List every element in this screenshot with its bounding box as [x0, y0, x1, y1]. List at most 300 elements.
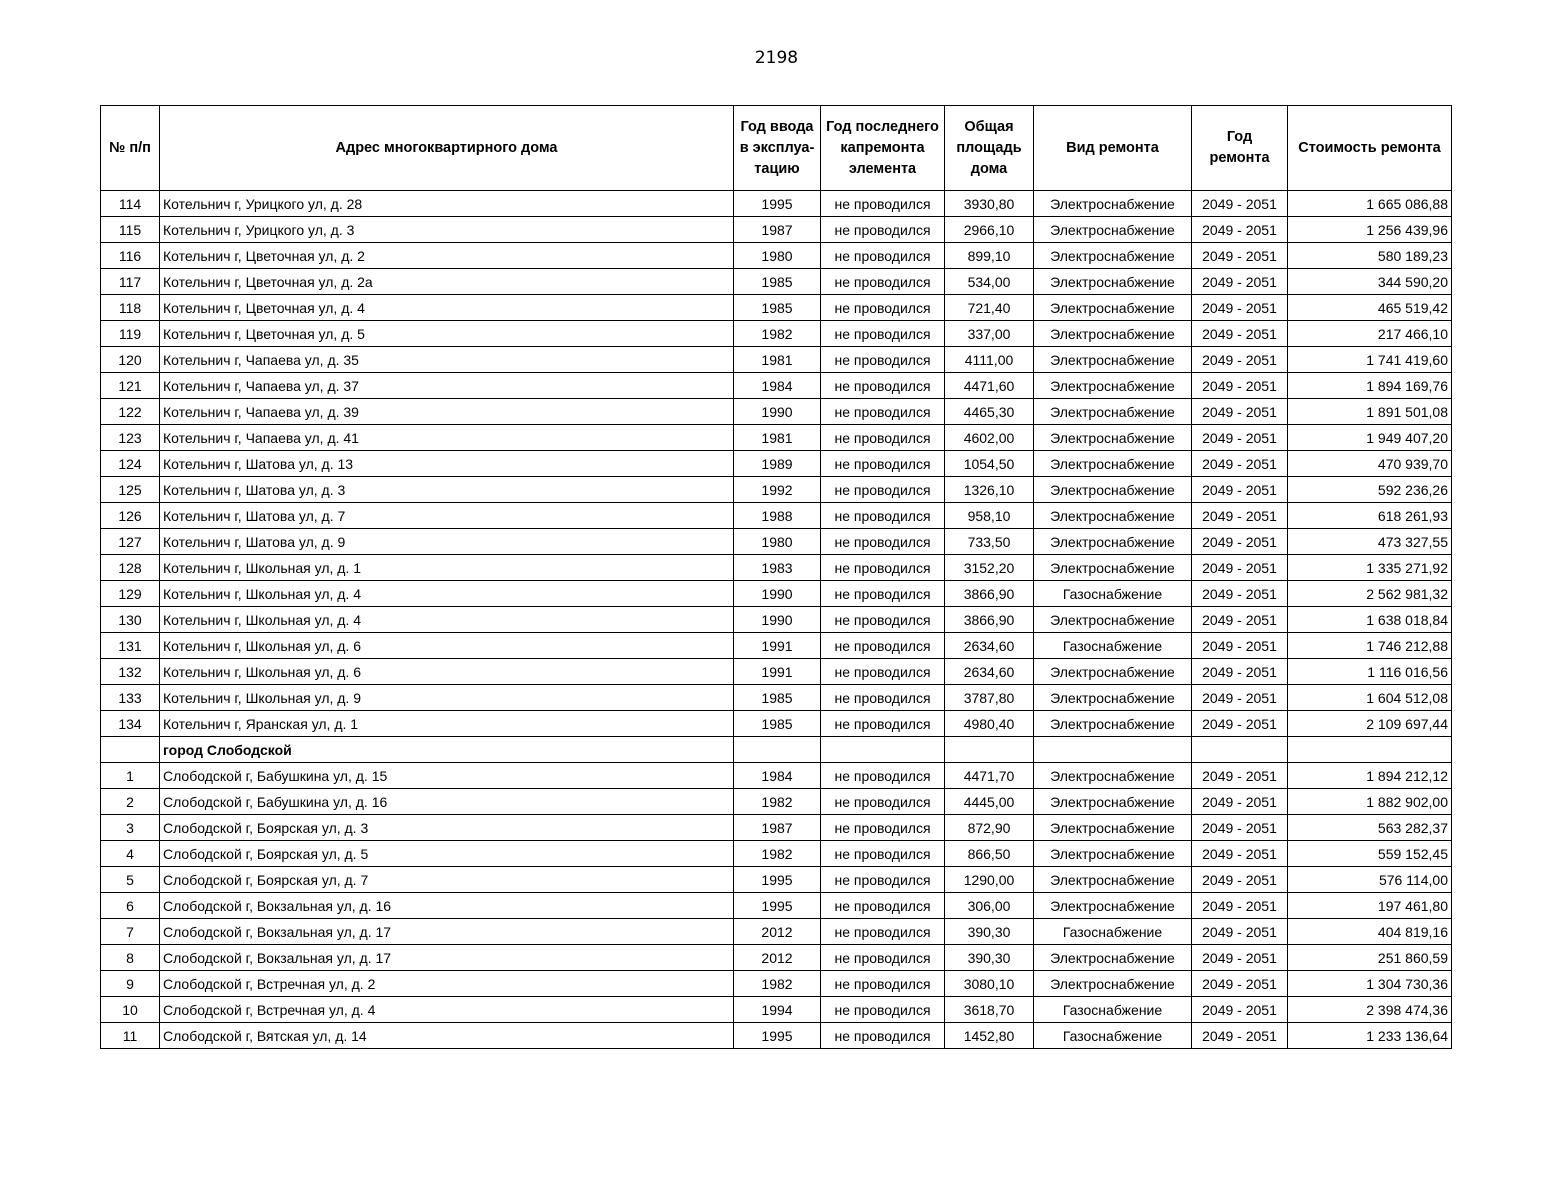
row-year-built: 1981: [734, 347, 821, 373]
row-year-built: 1982: [734, 789, 821, 815]
row-area: 3866,90: [945, 607, 1034, 633]
row-cost: 1 665 086,88: [1288, 191, 1452, 217]
table-row: [101, 607, 1452, 633]
row-year-built: 1995: [734, 1023, 821, 1049]
row-area: 721,40: [945, 295, 1034, 321]
row-last-repair: не проводился: [821, 581, 945, 607]
row-repair-type: Газоснабжение: [1034, 581, 1192, 607]
table-row: [101, 893, 1452, 919]
row-address: Котельнич г, Школьная ул, д. 6: [160, 633, 734, 659]
row-repair-years: 2049 - 2051: [1192, 321, 1288, 347]
row-repair-type: Электроснабжение: [1034, 607, 1192, 633]
row-last-repair: не проводился: [821, 919, 945, 945]
row-cost: 563 282,37: [1288, 815, 1452, 841]
row-repair-years: 2049 - 2051: [1192, 711, 1288, 737]
row-year-built: 1982: [734, 841, 821, 867]
row-cost: 1 638 018,84: [1288, 607, 1452, 633]
row-last-repair: не проводился: [821, 607, 945, 633]
table-header-row: [101, 106, 1452, 191]
row-cost: 1 233 136,64: [1288, 1023, 1452, 1049]
row-area: 1054,50: [945, 451, 1034, 477]
row-last-repair: не проводился: [821, 217, 945, 243]
table-row: [101, 295, 1452, 321]
row-area: 1452,80: [945, 1023, 1034, 1049]
row-number: 116: [101, 243, 160, 269]
row-address: Котельнич г, Цветочная ул, д. 2а: [160, 269, 734, 295]
table-row: [101, 919, 1452, 945]
row-number: 118: [101, 295, 160, 321]
row-year-built: 1980: [734, 529, 821, 555]
row-number: 120: [101, 347, 160, 373]
empty-cell: [1192, 737, 1288, 763]
row-year-built: 1991: [734, 659, 821, 685]
row-repair-type: Электроснабжение: [1034, 945, 1192, 971]
row-number: 124: [101, 451, 160, 477]
row-area: 390,30: [945, 919, 1034, 945]
row-number: 133: [101, 685, 160, 711]
row-last-repair: не проводился: [821, 555, 945, 581]
row-year-built: 1984: [734, 763, 821, 789]
row-area: 390,30: [945, 945, 1034, 971]
empty-cell: [1288, 737, 1452, 763]
row-cost: 217 466,10: [1288, 321, 1452, 347]
table-row: [101, 633, 1452, 659]
row-repair-years: 2049 - 2051: [1192, 685, 1288, 711]
row-repair-years: 2049 - 2051: [1192, 347, 1288, 373]
row-repair-years: 2049 - 2051: [1192, 841, 1288, 867]
row-cost: 197 461,80: [1288, 893, 1452, 919]
row-year-built: 1983: [734, 555, 821, 581]
row-cost: 2 109 697,44: [1288, 711, 1452, 737]
empty-cell: [821, 737, 945, 763]
row-area: 3787,80: [945, 685, 1034, 711]
row-last-repair: не проводился: [821, 997, 945, 1023]
row-repair-type: Газоснабжение: [1034, 1023, 1192, 1049]
table-row: [101, 555, 1452, 581]
row-year-built: 1987: [734, 217, 821, 243]
row-cost: 470 939,70: [1288, 451, 1452, 477]
table-row: [101, 243, 1452, 269]
row-repair-type: Газоснабжение: [1034, 633, 1192, 659]
row-number: 8: [101, 945, 160, 971]
row-area: 2966,10: [945, 217, 1034, 243]
row-number: 130: [101, 607, 160, 633]
row-address: Котельнич г, Чапаева ул, д. 41: [160, 425, 734, 451]
row-number: 7: [101, 919, 160, 945]
row-repair-type: Электроснабжение: [1034, 867, 1192, 893]
table-row: [101, 711, 1452, 737]
row-year-built: 1984: [734, 373, 821, 399]
table-row: [101, 269, 1452, 295]
row-last-repair: не проводился: [821, 399, 945, 425]
row-repair-type: Электроснабжение: [1034, 373, 1192, 399]
empty-cell: [945, 737, 1034, 763]
row-area: 866,50: [945, 841, 1034, 867]
row-repair-type: Электроснабжение: [1034, 659, 1192, 685]
row-repair-years: 2049 - 2051: [1192, 815, 1288, 841]
empty-cell: [734, 737, 821, 763]
row-cost: 2 562 981,32: [1288, 581, 1452, 607]
table-row: [101, 841, 1452, 867]
row-cost: 473 327,55: [1288, 529, 1452, 555]
row-area: 1326,10: [945, 477, 1034, 503]
row-address: Котельнич г, Цветочная ул, д. 5: [160, 321, 734, 347]
row-year-built: 1990: [734, 607, 821, 633]
row-cost: 2 398 474,36: [1288, 997, 1452, 1023]
table-row: [101, 347, 1452, 373]
row-repair-type: Электроснабжение: [1034, 841, 1192, 867]
row-last-repair: не проводился: [821, 685, 945, 711]
row-repair-years: 2049 - 2051: [1192, 789, 1288, 815]
row-number: 121: [101, 373, 160, 399]
section-row: [101, 737, 1452, 763]
row-address: Котельнич г, Яранская ул, д. 1: [160, 711, 734, 737]
row-last-repair: не проводился: [821, 867, 945, 893]
repair-register-table: [100, 105, 1452, 1049]
row-cost: 1 746 212,88: [1288, 633, 1452, 659]
row-year-built: 1987: [734, 815, 821, 841]
table-row: [101, 451, 1452, 477]
row-area: 337,00: [945, 321, 1034, 347]
row-last-repair: не проводился: [821, 945, 945, 971]
row-year-built: 1991: [734, 633, 821, 659]
row-cost: 1 891 501,08: [1288, 399, 1452, 425]
row-repair-type: Электроснабжение: [1034, 763, 1192, 789]
row-number: 129: [101, 581, 160, 607]
table-row: [101, 685, 1452, 711]
row-repair-type: Электроснабжение: [1034, 503, 1192, 529]
table-row: [101, 399, 1452, 425]
empty-cell: [101, 737, 160, 763]
row-repair-years: 2049 - 2051: [1192, 867, 1288, 893]
row-repair-years: 2049 - 2051: [1192, 269, 1288, 295]
row-area: 306,00: [945, 893, 1034, 919]
row-address: Слободской г, Бабушкина ул, д. 16: [160, 789, 734, 815]
row-area: 899,10: [945, 243, 1034, 269]
row-repair-years: 2049 - 2051: [1192, 217, 1288, 243]
table-row: [101, 217, 1452, 243]
header-repair-type: Вид ремонта: [1034, 106, 1192, 191]
page-number: 2198: [754, 48, 799, 68]
row-repair-years: 2049 - 2051: [1192, 893, 1288, 919]
row-area: 4471,60: [945, 373, 1034, 399]
row-number: 4: [101, 841, 160, 867]
row-address: Котельнич г, Школьная ул, д. 4: [160, 581, 734, 607]
row-repair-type: Электроснабжение: [1034, 243, 1192, 269]
row-cost: 344 590,20: [1288, 269, 1452, 295]
row-repair-years: 2049 - 2051: [1192, 763, 1288, 789]
table-row: [101, 425, 1452, 451]
row-address: Слободской г, Вокзальная ул, д. 17: [160, 919, 734, 945]
row-number: 9: [101, 971, 160, 997]
row-year-built: 1985: [734, 711, 821, 737]
row-address: Слободской г, Встречная ул, д. 2: [160, 971, 734, 997]
header-number: № п/п: [101, 106, 160, 191]
row-cost: 251 860,59: [1288, 945, 1452, 971]
row-address: Котельнич г, Урицкого ул, д. 3: [160, 217, 734, 243]
row-repair-years: 2049 - 2051: [1192, 529, 1288, 555]
row-address: Слободской г, Вятская ул, д. 14: [160, 1023, 734, 1049]
table-row: [101, 581, 1452, 607]
row-area: 958,10: [945, 503, 1034, 529]
table-row: [101, 191, 1452, 217]
row-repair-type: Электроснабжение: [1034, 893, 1192, 919]
row-last-repair: не проводился: [821, 451, 945, 477]
row-last-repair: не проводился: [821, 321, 945, 347]
row-year-built: 1980: [734, 243, 821, 269]
row-cost: 1 604 512,08: [1288, 685, 1452, 711]
header-area: Общая площадь дома: [945, 106, 1034, 191]
row-repair-years: 2049 - 2051: [1192, 399, 1288, 425]
row-year-built: 1994: [734, 997, 821, 1023]
row-address: Котельнич г, Школьная ул, д. 1: [160, 555, 734, 581]
table-row: [101, 529, 1452, 555]
row-last-repair: не проводился: [821, 295, 945, 321]
row-year-built: 2012: [734, 919, 821, 945]
row-cost: 1 894 169,76: [1288, 373, 1452, 399]
row-area: 4471,70: [945, 763, 1034, 789]
row-address: Котельнич г, Шатова ул, д. 7: [160, 503, 734, 529]
row-repair-type: Электроснабжение: [1034, 477, 1192, 503]
row-cost: 1 116 016,56: [1288, 659, 1452, 685]
row-year-built: 1990: [734, 581, 821, 607]
row-area: 534,00: [945, 269, 1034, 295]
row-area: 3930,80: [945, 191, 1034, 217]
row-repair-years: 2049 - 2051: [1192, 1023, 1288, 1049]
section-title: город Слободской: [160, 737, 734, 763]
row-repair-type: Газоснабжение: [1034, 919, 1192, 945]
row-year-built: 1981: [734, 425, 821, 451]
header-last-repair: Год последнего капремонта элемента: [821, 106, 945, 191]
row-repair-type: Электроснабжение: [1034, 685, 1192, 711]
row-repair-years: 2049 - 2051: [1192, 373, 1288, 399]
row-address: Слободской г, Встречная ул, д. 4: [160, 997, 734, 1023]
row-repair-years: 2049 - 2051: [1192, 503, 1288, 529]
row-address: Котельнич г, Шатова ул, д. 13: [160, 451, 734, 477]
row-area: 3080,10: [945, 971, 1034, 997]
row-cost: 1 894 212,12: [1288, 763, 1452, 789]
row-area: 4445,00: [945, 789, 1034, 815]
row-address: Слободской г, Вокзальная ул, д. 16: [160, 893, 734, 919]
row-repair-years: 2049 - 2051: [1192, 451, 1288, 477]
row-number: 127: [101, 529, 160, 555]
row-area: 733,50: [945, 529, 1034, 555]
row-last-repair: не проводился: [821, 711, 945, 737]
row-repair-type: Электроснабжение: [1034, 191, 1192, 217]
row-year-built: 1995: [734, 893, 821, 919]
row-repair-type: Электроснабжение: [1034, 269, 1192, 295]
row-address: Слободской г, Боярская ул, д. 7: [160, 867, 734, 893]
header-address: Адрес многоквартирного дома: [160, 106, 734, 191]
row-address: Котельнич г, Шатова ул, д. 9: [160, 529, 734, 555]
row-repair-type: Электроснабжение: [1034, 711, 1192, 737]
row-number: 115: [101, 217, 160, 243]
header-year-built: Год ввода в эксплуа-тацию: [734, 106, 821, 191]
row-address: Котельнич г, Цветочная ул, д. 2: [160, 243, 734, 269]
row-cost: 1 335 271,92: [1288, 555, 1452, 581]
row-last-repair: не проводился: [821, 815, 945, 841]
table-row: [101, 321, 1452, 347]
row-year-built: 1995: [734, 191, 821, 217]
row-cost: 1 882 902,00: [1288, 789, 1452, 815]
row-last-repair: не проводился: [821, 659, 945, 685]
table-row: [101, 763, 1452, 789]
row-year-built: 1982: [734, 971, 821, 997]
row-number: 5: [101, 867, 160, 893]
row-number: 122: [101, 399, 160, 425]
row-repair-type: Электроснабжение: [1034, 399, 1192, 425]
row-year-built: 1990: [734, 399, 821, 425]
row-address: Котельнич г, Чапаева ул, д. 35: [160, 347, 734, 373]
row-repair-type: Электроснабжение: [1034, 555, 1192, 581]
row-repair-type: Электроснабжение: [1034, 789, 1192, 815]
row-repair-type: Электроснабжение: [1034, 815, 1192, 841]
table-row: [101, 971, 1452, 997]
row-number: 6: [101, 893, 160, 919]
row-year-built: 1985: [734, 685, 821, 711]
row-last-repair: не проводился: [821, 191, 945, 217]
table-row: [101, 789, 1452, 815]
row-repair-years: 2049 - 2051: [1192, 945, 1288, 971]
row-address: Слободской г, Боярская ул, д. 5: [160, 841, 734, 867]
table-body: [101, 191, 1452, 1049]
row-cost: 580 189,23: [1288, 243, 1452, 269]
table-row: [101, 945, 1452, 971]
row-last-repair: не проводился: [821, 763, 945, 789]
row-address: Слободской г, Боярская ул, д. 3: [160, 815, 734, 841]
row-number: 114: [101, 191, 160, 217]
row-repair-years: 2049 - 2051: [1192, 659, 1288, 685]
table-row: [101, 867, 1452, 893]
row-area: 3618,70: [945, 997, 1034, 1023]
row-cost: 1 949 407,20: [1288, 425, 1452, 451]
row-area: 3866,90: [945, 581, 1034, 607]
row-cost: 1 304 730,36: [1288, 971, 1452, 997]
row-address: Котельнич г, Чапаева ул, д. 39: [160, 399, 734, 425]
row-area: 3152,20: [945, 555, 1034, 581]
row-repair-years: 2049 - 2051: [1192, 191, 1288, 217]
row-number: 11: [101, 1023, 160, 1049]
row-repair-years: 2049 - 2051: [1192, 555, 1288, 581]
row-year-built: 1995: [734, 867, 821, 893]
row-number: 134: [101, 711, 160, 737]
row-address: Котельнич г, Школьная ул, д. 9: [160, 685, 734, 711]
row-area: 4980,40: [945, 711, 1034, 737]
row-address: Котельнич г, Школьная ул, д. 4: [160, 607, 734, 633]
row-year-built: 1985: [734, 295, 821, 321]
row-repair-years: 2049 - 2051: [1192, 425, 1288, 451]
row-last-repair: не проводился: [821, 425, 945, 451]
row-number: 3: [101, 815, 160, 841]
row-cost: 618 261,93: [1288, 503, 1452, 529]
row-cost: 404 819,16: [1288, 919, 1452, 945]
row-last-repair: не проводился: [821, 373, 945, 399]
row-area: 4111,00: [945, 347, 1034, 373]
row-number: 1: [101, 763, 160, 789]
row-year-built: 1982: [734, 321, 821, 347]
row-last-repair: не проводился: [821, 503, 945, 529]
row-cost: 1 741 419,60: [1288, 347, 1452, 373]
row-repair-years: 2049 - 2051: [1192, 477, 1288, 503]
row-last-repair: не проводился: [821, 841, 945, 867]
row-repair-years: 2049 - 2051: [1192, 997, 1288, 1023]
row-cost: 1 256 439,96: [1288, 217, 1452, 243]
row-address: Слободской г, Бабушкина ул, д. 15: [160, 763, 734, 789]
row-repair-years: 2049 - 2051: [1192, 581, 1288, 607]
row-last-repair: не проводился: [821, 269, 945, 295]
row-repair-years: 2049 - 2051: [1192, 607, 1288, 633]
row-repair-type: Электроснабжение: [1034, 321, 1192, 347]
empty-cell: [1034, 737, 1192, 763]
row-repair-years: 2049 - 2051: [1192, 919, 1288, 945]
row-last-repair: не проводился: [821, 971, 945, 997]
row-repair-years: 2049 - 2051: [1192, 633, 1288, 659]
row-last-repair: не проводился: [821, 789, 945, 815]
row-area: 2634,60: [945, 633, 1034, 659]
row-year-built: 1992: [734, 477, 821, 503]
row-number: 131: [101, 633, 160, 659]
row-repair-type: Газоснабжение: [1034, 997, 1192, 1023]
row-address: Котельнич г, Цветочная ул, д. 4: [160, 295, 734, 321]
row-area: 1290,00: [945, 867, 1034, 893]
row-year-built: 1988: [734, 503, 821, 529]
header-repair-years: Год ремонта: [1192, 106, 1288, 191]
row-repair-type: Электроснабжение: [1034, 451, 1192, 477]
row-last-repair: не проводился: [821, 529, 945, 555]
row-number: 125: [101, 477, 160, 503]
row-cost: 559 152,45: [1288, 841, 1452, 867]
row-last-repair: не проводился: [821, 243, 945, 269]
row-repair-type: Электроснабжение: [1034, 971, 1192, 997]
row-area: 872,90: [945, 815, 1034, 841]
row-repair-years: 2049 - 2051: [1192, 295, 1288, 321]
row-cost: 465 519,42: [1288, 295, 1452, 321]
row-last-repair: не проводился: [821, 347, 945, 373]
table-row: [101, 373, 1452, 399]
row-number: 128: [101, 555, 160, 581]
row-year-built: 1985: [734, 269, 821, 295]
table-row: [101, 1023, 1452, 1049]
table-row: [101, 659, 1452, 685]
row-number: 2: [101, 789, 160, 815]
row-number: 132: [101, 659, 160, 685]
table-row: [101, 815, 1452, 841]
row-repair-type: Электроснабжение: [1034, 529, 1192, 555]
row-last-repair: не проводился: [821, 477, 945, 503]
row-last-repair: не проводился: [821, 633, 945, 659]
row-area: 4602,00: [945, 425, 1034, 451]
row-repair-years: 2049 - 2051: [1192, 243, 1288, 269]
row-number: 117: [101, 269, 160, 295]
row-year-built: 1989: [734, 451, 821, 477]
row-cost: 592 236,26: [1288, 477, 1452, 503]
row-repair-type: Электроснабжение: [1034, 347, 1192, 373]
row-address: Котельнич г, Урицкого ул, д. 28: [160, 191, 734, 217]
row-last-repair: не проводился: [821, 1023, 945, 1049]
row-area: 2634,60: [945, 659, 1034, 685]
table-row: [101, 503, 1452, 529]
table-row: [101, 477, 1452, 503]
row-address: Котельнич г, Школьная ул, д. 6: [160, 659, 734, 685]
row-address: Слободской г, Вокзальная ул, д. 17: [160, 945, 734, 971]
row-year-built: 2012: [734, 945, 821, 971]
row-repair-type: Электроснабжение: [1034, 295, 1192, 321]
row-repair-type: Электроснабжение: [1034, 217, 1192, 243]
header-cost: Стоимость ремонта: [1288, 106, 1452, 191]
row-repair-type: Электроснабжение: [1034, 425, 1192, 451]
row-number: 119: [101, 321, 160, 347]
row-address: Котельнич г, Шатова ул, д. 3: [160, 477, 734, 503]
